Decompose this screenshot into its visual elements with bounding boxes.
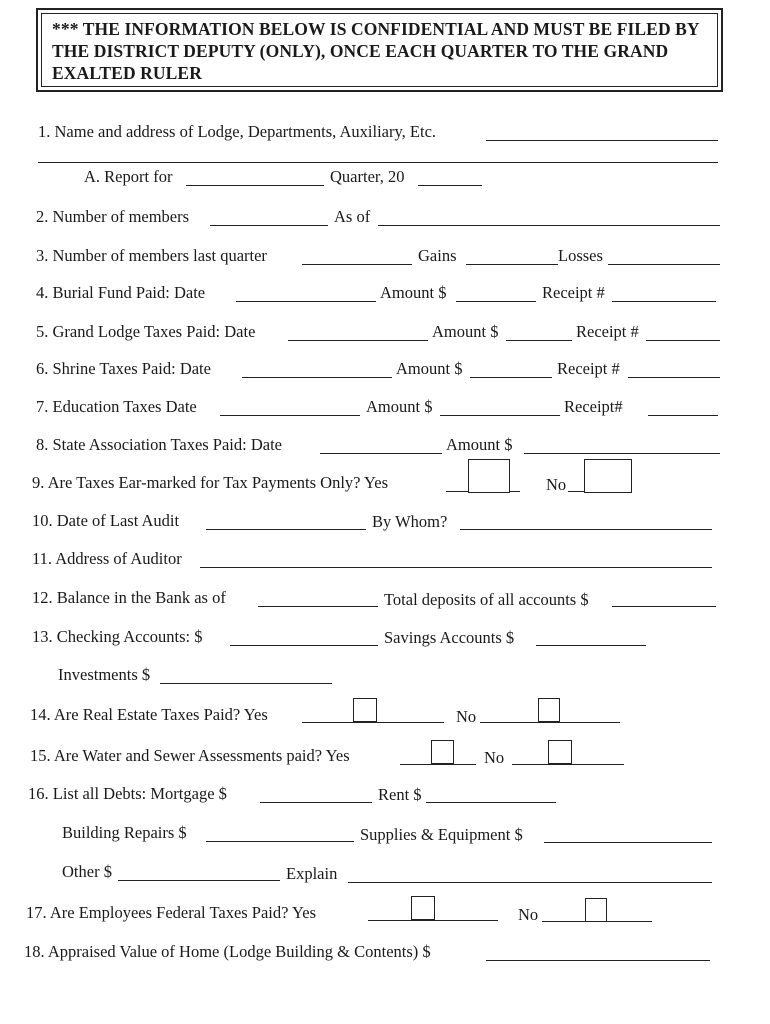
- q7-amount-label: Amount $: [366, 397, 433, 416]
- q4-receipt-field[interactable]: [612, 301, 716, 302]
- q17-yes-line: [368, 920, 498, 921]
- q2-asof-label: As of: [334, 207, 371, 226]
- q13-label: 13. Checking Accounts: $: [32, 627, 203, 646]
- q3-gains-label: Gains: [418, 246, 457, 265]
- q12-date-field[interactable]: [258, 606, 378, 607]
- notice-line-2: THE DISTRICT DEPUTY (ONLY), ONCE EACH QUARTER TO THE GRAND: [52, 41, 669, 61]
- q13-invest-label: Investments $: [58, 665, 151, 684]
- q13-savings-field[interactable]: [536, 645, 646, 646]
- q15-no-line: [512, 764, 624, 765]
- q4-label: 4. Burial Fund Paid: Date: [36, 283, 206, 302]
- q10-label: 10. Date of Last Audit: [32, 511, 180, 530]
- q16-explain-label: Explain: [286, 864, 338, 883]
- q9-yes-checkbox[interactable]: [468, 459, 510, 493]
- q13-invest-field[interactable]: [160, 683, 332, 684]
- q14-yes-checkbox[interactable]: [353, 698, 377, 722]
- q16-repairs-field[interactable]: [206, 841, 354, 842]
- q15-yes-checkbox[interactable]: [431, 740, 454, 764]
- q7-receipt-field[interactable]: [648, 415, 718, 416]
- q16-supplies-field[interactable]: [544, 842, 712, 843]
- q3-label: 3. Number of members last quarter: [36, 246, 267, 265]
- q15-no-label: No: [484, 748, 505, 767]
- q5-amount-field[interactable]: [506, 340, 572, 341]
- q2-members-field[interactable]: [210, 225, 328, 226]
- q8-amount-label: Amount $: [446, 435, 513, 454]
- q5-date-field[interactable]: [288, 340, 428, 341]
- q4-amount-field[interactable]: [456, 301, 536, 302]
- q10-by-field[interactable]: [460, 529, 712, 530]
- q16-label: 16. List all Debts: Mortgage $: [28, 784, 227, 803]
- q16-other-field[interactable]: [118, 880, 280, 881]
- q5-amount-label: Amount $: [432, 322, 499, 341]
- q17-no-checkbox[interactable]: [585, 898, 607, 922]
- q1-name-field[interactable]: [486, 140, 718, 141]
- q9-no-label: No: [546, 475, 567, 494]
- confidential-notice-box: [36, 8, 723, 92]
- q15-yes-line: [400, 764, 476, 765]
- q5-label: 5. Grand Lodge Taxes Paid: Date: [36, 322, 256, 341]
- q14-no-checkbox[interactable]: [538, 698, 560, 722]
- q6-label: 6. Shrine Taxes Paid: Date: [36, 359, 211, 378]
- q12-total-label: Total deposits of all accounts $: [384, 590, 589, 609]
- q12-label: 12. Balance in the Bank as of: [32, 588, 226, 607]
- q6-amount-label: Amount $: [396, 359, 463, 378]
- q1a-quarter-label: Quarter, 20: [330, 167, 405, 186]
- q16-supplies-label: Supplies & Equipment $: [360, 825, 523, 844]
- notice-line-1: *** THE INFORMATION BELOW IS CONFIDENTIAL AND MUST BE FILED BY: [52, 19, 700, 39]
- q3-losses-field[interactable]: [608, 264, 720, 265]
- q6-receipt-field[interactable]: [628, 377, 720, 378]
- q17-yes-checkbox[interactable]: [411, 896, 435, 920]
- q13-checking-field[interactable]: [230, 645, 378, 646]
- q8-label: 8. State Association Taxes Paid: Date: [36, 435, 283, 454]
- q1a-report-field[interactable]: [186, 185, 324, 186]
- q9-no-checkbox[interactable]: [584, 459, 632, 493]
- q1-address-field[interactable]: [38, 162, 718, 163]
- q14-no-label: No: [456, 707, 477, 726]
- notice-line-3: EXALTED RULER: [52, 63, 202, 83]
- confidential-notice: [41, 13, 718, 87]
- q2-label: 2. Number of members: [36, 207, 190, 226]
- q10-date-field[interactable]: [206, 529, 366, 530]
- q7-amount-field[interactable]: [440, 415, 560, 416]
- q9-label: 9. Are Taxes Ear-marked for Tax Payments Only? Yes: [32, 473, 389, 492]
- q16-explain-field[interactable]: [348, 882, 712, 883]
- q11-label: 11. Address of Auditor: [32, 549, 182, 568]
- q5-receipt-label: Receipt #: [576, 322, 639, 341]
- q7-label: 7. Education Taxes Date: [36, 397, 197, 416]
- q4-amount-label: Amount $: [380, 283, 447, 302]
- q4-date-field[interactable]: [236, 301, 376, 302]
- q3-gains-field[interactable]: [466, 264, 558, 265]
- q1a-year-field[interactable]: [418, 185, 482, 186]
- q10-by-label: By Whom?: [372, 512, 448, 531]
- q16-repairs-label: Building Repairs $: [62, 823, 187, 842]
- q6-amount-field[interactable]: [470, 377, 552, 378]
- q14-yes-line: [302, 722, 444, 723]
- q1a-label: A. Report for: [84, 167, 173, 186]
- q14-no-line: [480, 722, 620, 723]
- q7-receipt-label: Receipt#: [564, 397, 623, 416]
- q5-receipt-field[interactable]: [646, 340, 720, 341]
- q2-asof-field[interactable]: [378, 225, 720, 226]
- q14-label: 14. Are Real Estate Taxes Paid? Yes: [30, 705, 268, 724]
- q18-value-field[interactable]: [486, 960, 710, 961]
- q17-label: 17. Are Employees Federal Taxes Paid? Yes: [26, 903, 316, 922]
- q1-label: 1. Name and address of Lodge, Departments, Auxiliary, Etc.: [38, 122, 437, 141]
- q6-date-field[interactable]: [242, 377, 392, 378]
- q4-receipt-label: Receipt #: [542, 283, 605, 302]
- q3-members-field[interactable]: [302, 264, 412, 265]
- q16-mortgage-field[interactable]: [260, 802, 372, 803]
- q18-label: 18. Appraised Value of Home (Lodge Building & Contents) $: [24, 942, 431, 961]
- q7-date-field[interactable]: [220, 415, 360, 416]
- q3-losses-label: Losses: [558, 246, 603, 265]
- q17-no-label: No: [518, 905, 539, 924]
- q16-other-label: Other $: [62, 862, 112, 881]
- q16-rent-field[interactable]: [426, 802, 556, 803]
- q13-savings-label: Savings Accounts $: [384, 628, 515, 647]
- q15-no-checkbox[interactable]: [548, 740, 572, 764]
- q8-date-field[interactable]: [320, 453, 442, 454]
- q8-amount-field[interactable]: [524, 453, 720, 454]
- q11-address-field[interactable]: [200, 567, 712, 568]
- q12-total-field[interactable]: [612, 606, 716, 607]
- q6-receipt-label: Receipt #: [557, 359, 620, 378]
- q16-rent-label: Rent $: [378, 785, 422, 804]
- q15-label: 15. Are Water and Sewer Assessments paid? Yes: [30, 746, 350, 765]
